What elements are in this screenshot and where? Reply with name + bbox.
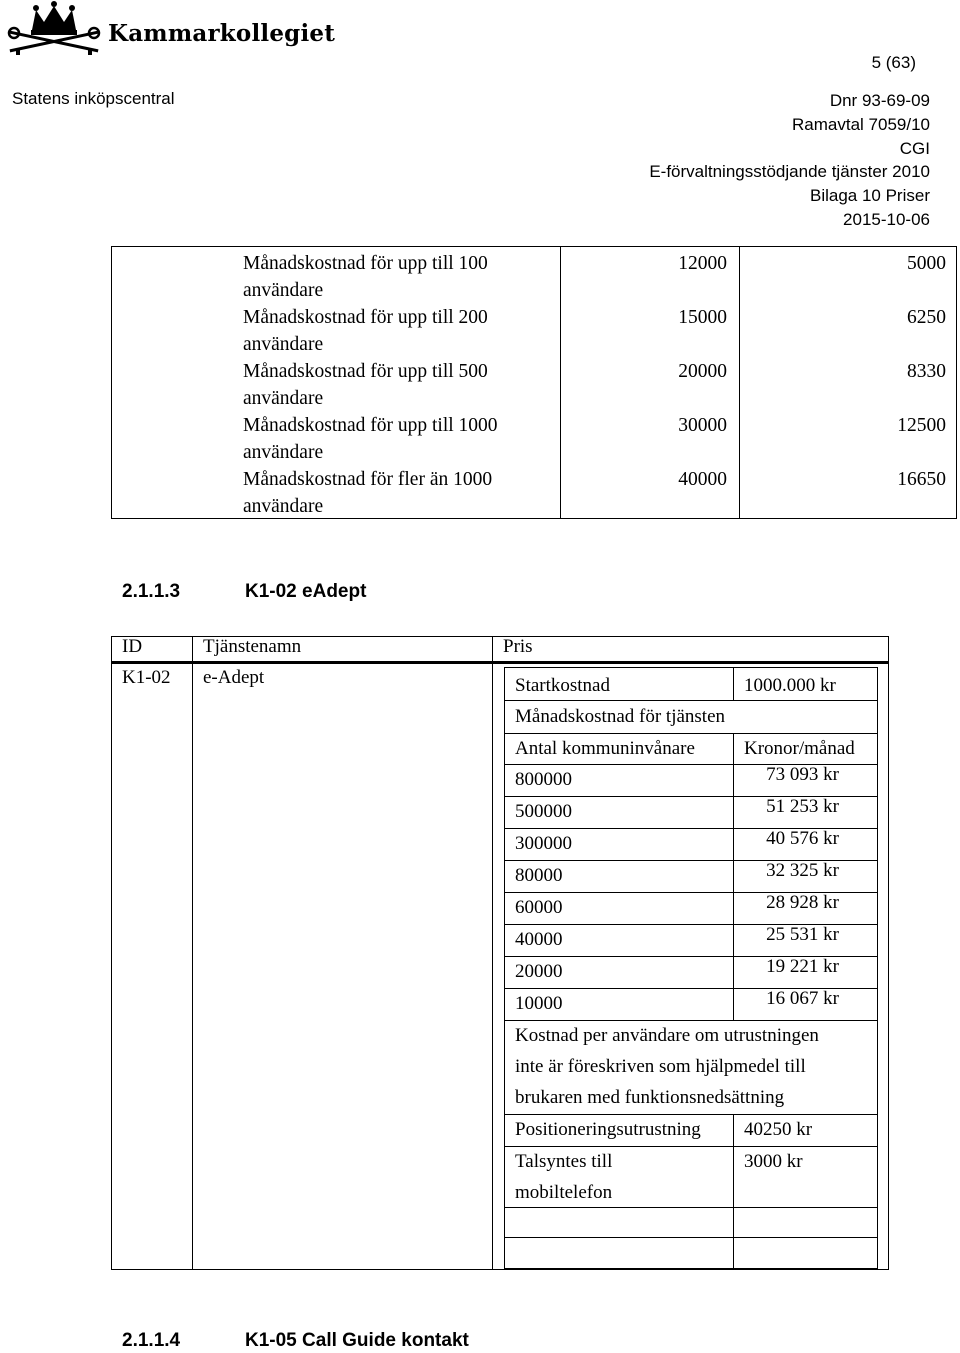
residents-cell: 800000 xyxy=(515,769,572,790)
meta-line: Ramavtal 7059/10 xyxy=(792,114,930,134)
table-divider xyxy=(192,636,193,1270)
tts-value: 3000 kr xyxy=(744,1151,803,1172)
residents-cell: 300000 xyxy=(515,833,572,854)
column-header-id: ID xyxy=(122,636,143,657)
residents-cell: 80000 xyxy=(515,865,563,886)
table-cell: 12000 xyxy=(678,253,727,274)
positioning-value: 40250 kr xyxy=(744,1119,813,1140)
monthly-cost-label: Månadskostnad för tjänsten xyxy=(515,706,726,727)
table-cell: 15000 xyxy=(678,307,727,328)
meta-line: Dnr 93-69-09 xyxy=(829,91,930,110)
table-row-label: Månadskostnad för upp till 1000 användare xyxy=(243,415,498,463)
per-user-cost-note: Kostnad per användare om utrustningen inte är föreskriven som hjälpmedel till brukaren med funktionsnedsättning xyxy=(515,1025,819,1108)
table-cell: 8330 xyxy=(907,361,946,382)
column-header-price: Pris xyxy=(503,636,533,657)
table-divider xyxy=(739,247,740,518)
service-id: K1-02 xyxy=(122,667,171,688)
nested-col-rule xyxy=(733,667,734,700)
table-cell: 20000 xyxy=(678,361,727,382)
price-cell: 16 067 kr xyxy=(766,988,839,1009)
residents-cell: 40000 xyxy=(515,929,563,950)
document-meta xyxy=(649,89,930,232)
nested-table-border xyxy=(504,667,505,1270)
price-cell: 73 093 kr xyxy=(766,764,839,785)
meta-line: 2015-10-06 xyxy=(843,209,930,229)
table-row-label: Månadskostnad för upp till 200 användare xyxy=(243,307,488,355)
start-cost-value: 1000.000 kr xyxy=(744,675,836,696)
residents-cell: 20000 xyxy=(515,961,563,982)
nested-row-rule xyxy=(504,1237,878,1238)
table-cell: 30000 xyxy=(678,415,727,436)
table-cell: 12500 xyxy=(897,415,946,436)
organization-name: Statens inköpscentral xyxy=(12,89,175,108)
meta-line: CGI xyxy=(899,138,930,158)
tts-label: Talsyntes till mobiltelefon xyxy=(515,1151,613,1203)
meta-line: E-förvaltningsstödjande tjänster 2010 xyxy=(649,162,930,182)
table-cell: 6250 xyxy=(907,307,946,328)
table-row-label: Månadskostnad för upp till 100 användare xyxy=(243,253,488,301)
price-cell: 25 531 kr xyxy=(766,924,839,945)
price-cell: 32 325 kr xyxy=(766,860,839,881)
price-cell: 40 576 kr xyxy=(766,828,839,849)
table-cell: 5000 xyxy=(907,253,946,274)
nested-row-rule xyxy=(504,667,878,668)
price-cell: 51 253 kr xyxy=(766,796,839,817)
column-header-residents: Antal kommuninvånare xyxy=(515,738,695,759)
table-row-label: Månadskostnad för upp till 500 användare xyxy=(243,361,488,409)
nested-table-border xyxy=(877,667,878,1270)
table-header-rule xyxy=(111,661,889,664)
table-cell: 16650 xyxy=(897,469,946,490)
residents-cell: 10000 xyxy=(515,993,563,1014)
page-number: 5 (63) xyxy=(871,53,916,72)
price-cell: 19 221 kr xyxy=(766,956,839,977)
price-cell: 28 928 kr xyxy=(766,892,839,913)
table-row-label: Månadskostnad för fler än 1000 användare xyxy=(243,469,493,517)
brand-name: Kammarkollegiet xyxy=(108,20,336,47)
pricing-table-users xyxy=(111,246,957,519)
column-header-price-per-month: Kronor/månad xyxy=(744,738,855,759)
meta-line: Bilaga 10 Priser xyxy=(809,186,930,206)
crown-logo-icon xyxy=(4,0,104,61)
nested-col-rule xyxy=(733,733,734,1020)
table-divider xyxy=(560,247,561,518)
nested-col-rule xyxy=(733,1114,734,1270)
table-divider xyxy=(492,636,493,1270)
positioning-label: Positioneringsutrustning xyxy=(515,1119,701,1140)
service-name: e-Adept xyxy=(203,667,265,688)
start-cost-label: Startkostnad xyxy=(515,675,610,696)
section-number: 2.1.1.3 xyxy=(122,581,181,602)
section-title: K1-02 eAdept xyxy=(245,581,367,602)
residents-cell: 500000 xyxy=(515,801,572,822)
section-title: K1-05 Call Guide kontakt xyxy=(245,1330,469,1351)
table-cell: 40000 xyxy=(678,469,727,490)
section-number: 2.1.1.4 xyxy=(122,1330,181,1351)
nested-row-rule xyxy=(504,1268,878,1269)
residents-cell: 60000 xyxy=(515,897,563,918)
column-header-name: Tjänstenamn xyxy=(203,636,302,657)
